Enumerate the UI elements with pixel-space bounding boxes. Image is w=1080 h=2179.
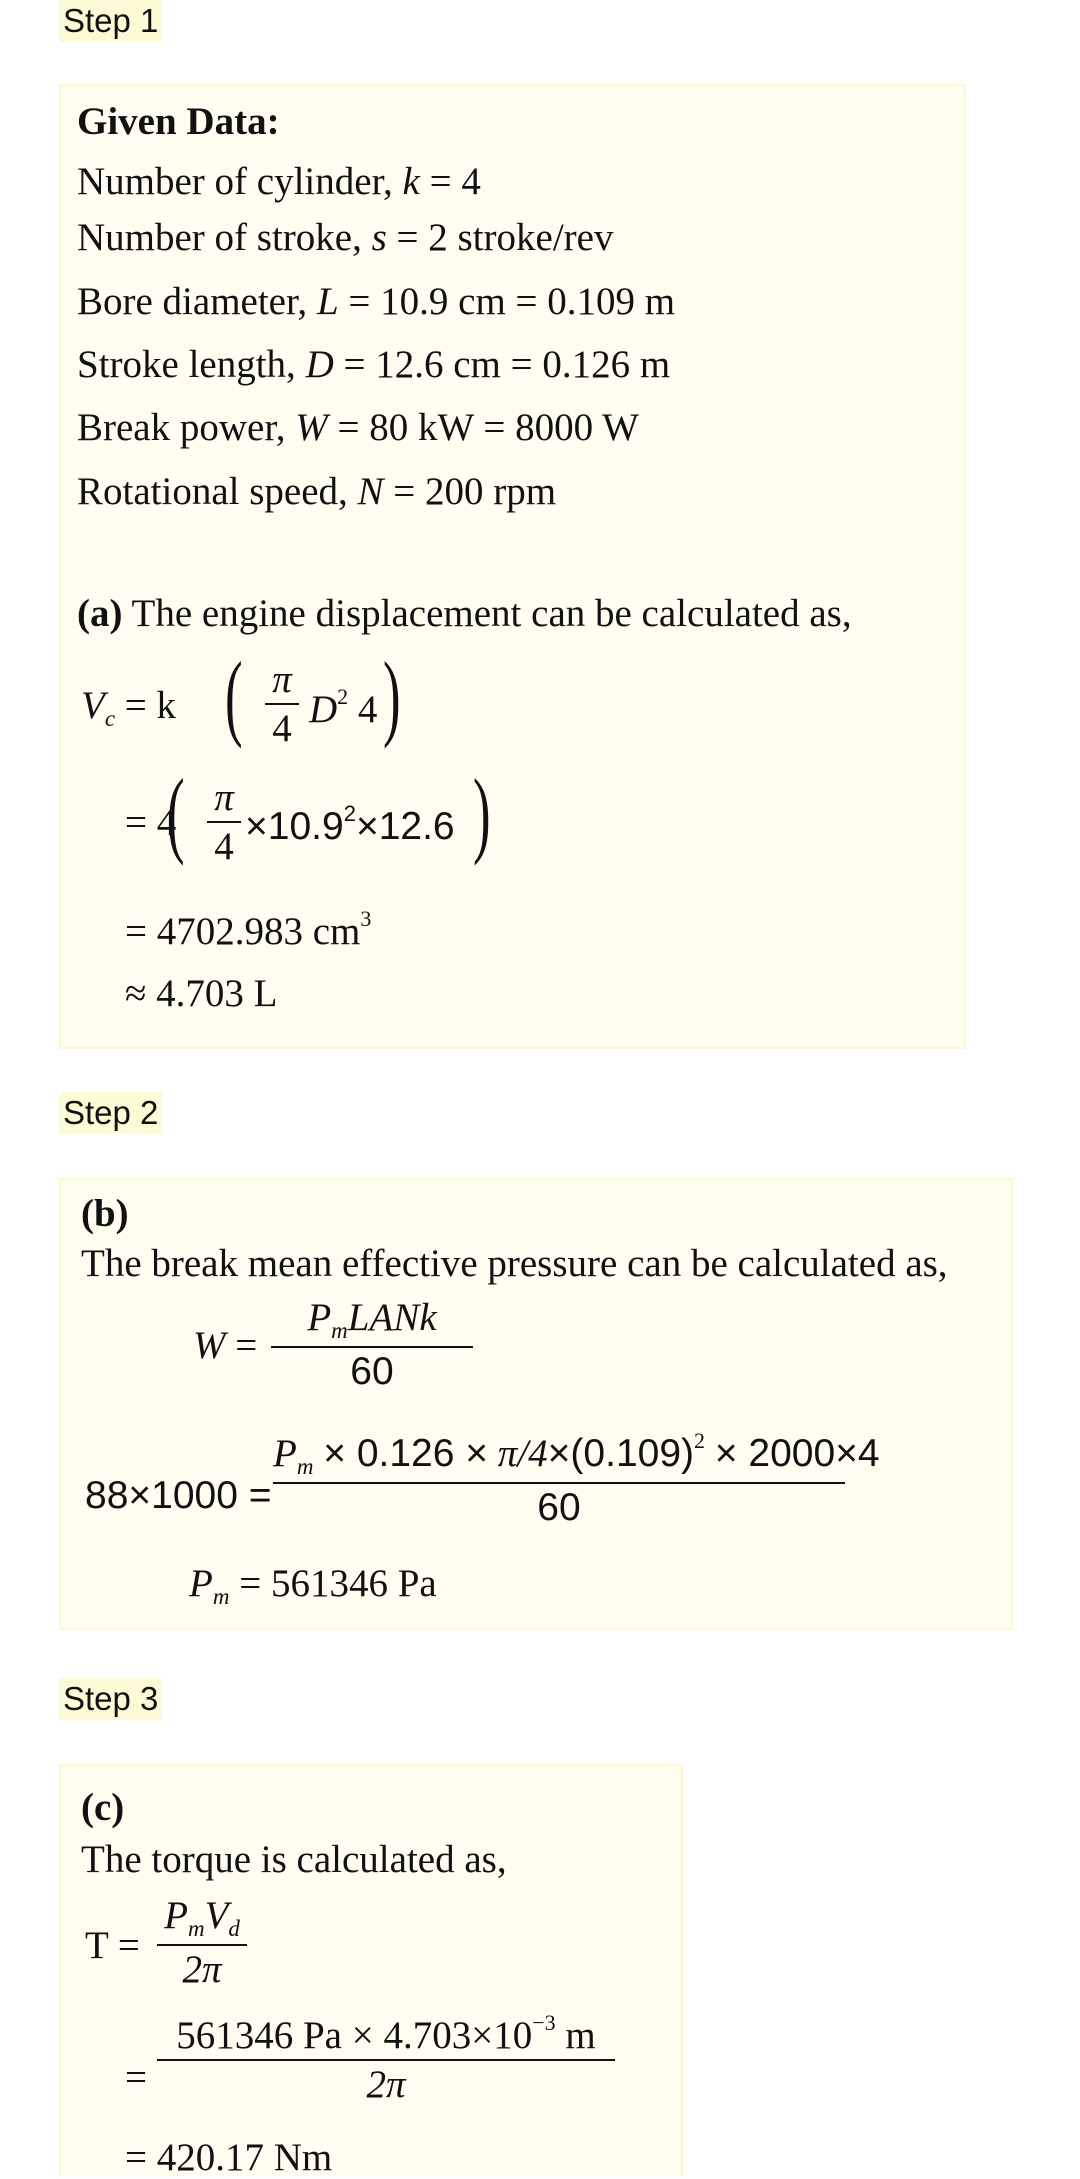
eq-bmep-fraction: $P_mLANk$ 60 <box>271 1298 473 1391</box>
eq-displacement-lhs: $V_c = k$ <box>81 684 177 731</box>
eq-displacement-liters: ≈ 4.703 L <box>125 972 278 1015</box>
eq-displacement-result: = 4702.983 $cm^3$ <box>125 906 372 953</box>
right-paren: ) <box>473 759 491 866</box>
given-row: Bore diameter, L = 10.9 cm = 0.109 m <box>77 280 676 323</box>
eq-torque-result: = 420.17 Nm <box>125 2136 333 2179</box>
eq-bmep-numeric-fraction: $P_m \times 0.126 \times \pi/4\times(0.109)^2 \times 2000\times 4$ 60 <box>273 1428 880 1529</box>
eq-bmep-result: $P_m = 561346$ Pa <box>189 1562 437 1609</box>
step-2-box <box>59 1178 1013 1630</box>
pi-over-4: π 4 <box>265 660 299 748</box>
part-a-intro: (a) The engine displacement can be calculated as, <box>77 592 852 635</box>
eq-displacement-values: $\times 10.9^2\times 12.6$ <box>245 801 455 848</box>
part-c-label: (c) <box>81 1786 125 1829</box>
given-row: Number of stroke, s = 2 stroke/rev <box>77 216 614 259</box>
given-row: Stroke length, D = 12.6 cm = 0.126 m <box>77 343 671 386</box>
right-paren: ) <box>383 642 401 749</box>
part-b-intro: The break mean effective pressure can be calculated as, <box>81 1242 948 1285</box>
step-2-label: Step 2 <box>59 1092 162 1134</box>
eq-displacement-prefix: = 4 <box>125 801 177 844</box>
eq-displacement-inner: $D^2$ 4 <box>309 684 378 731</box>
part-c-intro: The torque is calculated as, <box>81 1838 507 1881</box>
eq-torque-lhs: T = <box>85 1924 140 1967</box>
step-1-box <box>59 84 966 1049</box>
eq-bmep-numeric-lhs: 88×1000 = <box>85 1474 272 1517</box>
step-1-label: Step 1 <box>59 0 162 42</box>
given-row: Rotational speed, N = 200 rpm <box>77 470 557 513</box>
step-3-label: Step 3 <box>59 1678 162 1720</box>
left-paren: ( <box>167 759 185 866</box>
pi-over-4: π 4 <box>207 778 241 866</box>
left-paren: ( <box>225 642 243 749</box>
step-3-box <box>59 1764 683 2177</box>
eq-torque-numeric-fraction: 561346 $Pa \times 4.703\times 10^{-3}$ m 2π <box>157 2012 615 2104</box>
given-row: Break power, W = 80 kW = 8000 W <box>77 406 639 449</box>
eq-torque-fraction: $P_mV_d$ 2π <box>157 1896 247 1989</box>
eq-bmep-lhs: W = <box>193 1324 258 1367</box>
eq-torque-numeric-eq: = <box>125 2056 147 2099</box>
given-row: Number of cylinder, k = 4 <box>77 160 481 203</box>
part-b-label: (b) <box>81 1192 129 1235</box>
given-data-heading: Given Data: <box>77 100 280 143</box>
